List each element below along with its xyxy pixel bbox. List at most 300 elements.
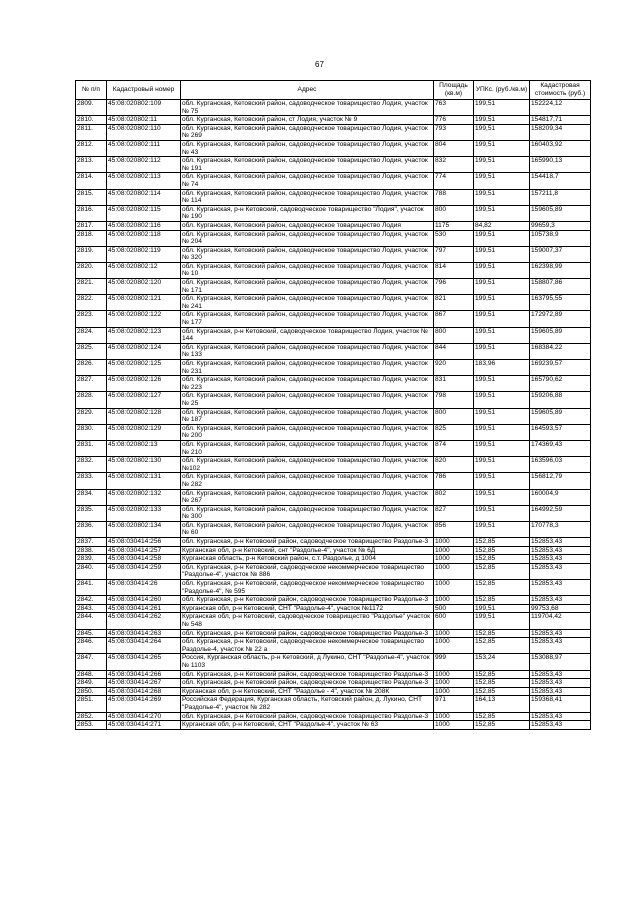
table-row — [76, 596, 591, 605]
row-number-cell: 2822. — [76, 295, 107, 311]
row-number-cell: 2825. — [76, 343, 107, 359]
cadastral-value-cell: 105738,9 — [530, 230, 591, 246]
area-cell: 800 — [434, 327, 474, 343]
row-number-cell: 2812. — [76, 140, 107, 156]
cadastral-number-cell: 45:08:020802:132 — [107, 489, 181, 505]
table-row — [76, 262, 591, 278]
area-cell: 820 — [434, 457, 474, 473]
cadastral-value-cell: 154418,7 — [530, 173, 591, 189]
row-number-cell: 2824. — [76, 327, 107, 343]
header-no: № п/п — [76, 81, 107, 100]
upks-cell: 152,85 — [474, 687, 530, 696]
row-number-cell: 2811. — [76, 124, 107, 140]
row-number-cell: 2817. — [76, 221, 107, 230]
address-cell: обл. Курганская, Кетовский район, садоводческое товарищество Лодия, участок № 210 — [181, 440, 434, 456]
upks-cell: 152,85 — [474, 546, 530, 555]
table-row — [76, 408, 591, 424]
address-cell: обл. Курганская, р-н Кетовский, садоводческое некоммерческое товарищество Раздолье-4, участок № 22 а — [181, 638, 434, 654]
address-cell: обл. Курганская, Кетовский район, садоводческое товарищество Лодия, участок № 191 — [181, 157, 434, 173]
table-row — [76, 124, 591, 140]
table-row — [76, 505, 591, 521]
upks-cell: 199,51 — [474, 279, 530, 295]
row-number-cell: 2848. — [76, 670, 107, 679]
cadastral-number-cell: 45:08:030414:267 — [107, 679, 181, 688]
cadastral-number-cell: 45:08:030414:270 — [107, 712, 181, 721]
row-number-cell: 2847. — [76, 654, 107, 670]
header-cadastral-value: Кадастровая стоимость (руб.) — [530, 81, 591, 100]
upks-cell: 199,51 — [474, 311, 530, 327]
cadastral-value-cell: 159206,88 — [530, 392, 591, 408]
area-cell: 971 — [434, 696, 474, 712]
row-number-cell: 2821. — [76, 279, 107, 295]
cadastral-number-cell: 45:08:020802:123 — [107, 327, 181, 343]
table-row — [76, 712, 591, 721]
cadastral-value-cell: 152853,43 — [530, 538, 591, 547]
upks-cell: 199,51 — [474, 173, 530, 189]
table-row — [76, 189, 591, 205]
area-cell: 800 — [434, 408, 474, 424]
address-cell: обл. Курганская, Кетовский район, садоводческое товарищество Лодия, участок № 171 — [181, 279, 434, 295]
table-row — [76, 687, 591, 696]
address-cell: обл. Курганская, р-н Кетовский, садоводческое некоммерческое товарищество "Раздолье-4", участок № 886 — [181, 563, 434, 579]
address-cell: обл. Курганская, Кетовский район, садоводческое товарищество Лодия, участок №102 — [181, 457, 434, 473]
cadastral-value-cell: 159007,37 — [530, 246, 591, 262]
upks-cell: 199,51 — [474, 489, 530, 505]
address-cell: обл. Курганская, Кетовский район, садоводческое товарищество Лодия, участок № 25 — [181, 392, 434, 408]
area-cell: 1000 — [434, 670, 474, 679]
table-row — [76, 604, 591, 613]
table-header-row — [76, 81, 591, 100]
cadastral-number-cell: 45:08:030414:261 — [107, 604, 181, 613]
upks-cell: 199,51 — [474, 262, 530, 278]
cadastral-value-cell: 168384,22 — [530, 343, 591, 359]
address-cell: обл. Курганская, Кетовский район, ст Лодия, участок № 9 — [181, 116, 434, 125]
table-row — [76, 221, 591, 230]
address-cell: обл. Курганская, Кетовский район, садоводческое товарищество Лодия, участок № 241 — [181, 295, 434, 311]
upks-cell: 152,85 — [474, 538, 530, 547]
cadastral-value-cell: 164992,59 — [530, 505, 591, 521]
upks-cell: 199,51 — [474, 100, 530, 116]
cadastral-value-cell: 172972,89 — [530, 311, 591, 327]
upks-cell: 199,51 — [474, 140, 530, 156]
table-row — [76, 629, 591, 638]
table-row — [76, 521, 591, 537]
cadastral-value-cell: 160403,92 — [530, 140, 591, 156]
row-number-cell: 2832. — [76, 457, 107, 473]
area-cell: 867 — [434, 311, 474, 327]
table-row — [76, 670, 591, 679]
row-number-cell: 2845. — [76, 629, 107, 638]
cadastral-value-cell: 152853,43 — [530, 563, 591, 579]
page-number: 67 — [315, 60, 324, 69]
upks-cell: 152,85 — [474, 721, 530, 730]
area-cell: 530 — [434, 230, 474, 246]
row-number-cell: 2836. — [76, 521, 107, 537]
cadastral-number-cell: 45:08:020802:11 — [107, 116, 181, 125]
area-cell: 1000 — [434, 679, 474, 688]
cadastral-number-cell: 45:08:030414:256 — [107, 538, 181, 547]
row-number-cell: 2843. — [76, 604, 107, 613]
upks-cell: 199,51 — [474, 408, 530, 424]
cadastral-value-cell: 152224,12 — [530, 100, 591, 116]
cadastral-value-cell: 158209,34 — [530, 124, 591, 140]
row-number-cell: 2839. — [76, 555, 107, 564]
area-cell: 788 — [434, 189, 474, 205]
table-row — [76, 555, 591, 564]
cadastral-number-cell: 45:08:020802:130 — [107, 457, 181, 473]
cadastral-number-cell: 45:08:020802:128 — [107, 408, 181, 424]
upks-cell: 199,51 — [474, 295, 530, 311]
area-cell: 832 — [434, 157, 474, 173]
address-cell: обл. Курганская, Кетовский район, садоводческое товарищество Лодия, участок № 43 — [181, 140, 434, 156]
cadastral-number-cell: 45:08:020802:134 — [107, 521, 181, 537]
row-number-cell: 2850. — [76, 687, 107, 696]
address-cell: обл. Курганская, р-н Кетовский, садоводческое товарищество Лодия, участок № 144 — [181, 327, 434, 343]
address-cell: обл. Курганская, р-н Кетовский район, садоводческое товарищество Раздолье-3 — [181, 670, 434, 679]
cadastral-number-cell: 45:08:030414:258 — [107, 555, 181, 564]
cadastral-value-cell: 162398,99 — [530, 262, 591, 278]
cadastral-number-cell: 45:08:020802:111 — [107, 140, 181, 156]
header-area: Площадь (кв.м) — [434, 81, 474, 100]
address-cell: обл. Курганская, Кетовский район, садоводческое товарищество Лодия, участок № 177 — [181, 311, 434, 327]
cadastral-number-cell: 45:08:020802:113 — [107, 173, 181, 189]
table-row — [76, 230, 591, 246]
address-cell: Курганская обл, р-н Кетовский, СНТ "Раздолье-4", участок №1172 — [181, 604, 434, 613]
cadastral-number-cell: 45:08:020802:112 — [107, 157, 181, 173]
upks-cell: 199,51 — [474, 424, 530, 440]
table-row — [76, 279, 591, 295]
table-row — [76, 205, 591, 221]
row-number-cell: 2828. — [76, 392, 107, 408]
upks-cell: 152,85 — [474, 712, 530, 721]
table-row — [76, 546, 591, 555]
upks-cell: 199,51 — [474, 189, 530, 205]
address-cell: обл. Курганская, Кетовский район, садоводческое товарищество Лодия, участок № 200 — [181, 424, 434, 440]
cadastral-number-cell: 45:08:030414:271 — [107, 721, 181, 730]
table-row — [76, 654, 591, 670]
table-row — [76, 440, 591, 456]
upks-cell: 199,51 — [474, 246, 530, 262]
row-number-cell: 2823. — [76, 311, 107, 327]
row-number-cell: 2835. — [76, 505, 107, 521]
table-row — [76, 327, 591, 343]
row-number-cell: 2815. — [76, 189, 107, 205]
area-cell: 1000 — [434, 596, 474, 605]
area-cell: 1000 — [434, 712, 474, 721]
table-row — [76, 721, 591, 730]
cadastral-value-cell: 152853,43 — [530, 712, 591, 721]
row-number-cell: 2853. — [76, 721, 107, 730]
row-number-cell: 2840. — [76, 563, 107, 579]
area-cell: 804 — [434, 140, 474, 156]
address-cell: обл. Курганская, Кетовский район, садоводческое товарищество Лодия, участок № 74 — [181, 173, 434, 189]
cadastral-value-cell: 165790,62 — [530, 376, 591, 392]
address-cell: Курганская обл, р-н Кетовский, СНТ "Раздолье - 4", участок № 208К — [181, 687, 434, 696]
area-cell: 796 — [434, 279, 474, 295]
row-number-cell: 2816. — [76, 205, 107, 221]
address-cell: обл. Курганская, Кетовский район, садоводческое товарищество Лодия, участок № 300 — [181, 505, 434, 521]
upks-cell: 199,51 — [474, 343, 530, 359]
row-number-cell: 2852. — [76, 712, 107, 721]
upks-cell: 199,51 — [474, 457, 530, 473]
cadastral-number-cell: 45:08:020802:129 — [107, 424, 181, 440]
cadastral-number-cell: 45:08:020802:12 — [107, 262, 181, 278]
table-row — [76, 173, 591, 189]
upks-cell: 199,51 — [474, 604, 530, 613]
cadastral-value-cell: 174369,43 — [530, 440, 591, 456]
header-cadastral-number: Кадастровый номер — [107, 81, 181, 100]
address-cell: обл. Курганская, Кетовский район, садоводческое товарищество Лодия, участок № 282 — [181, 473, 434, 489]
area-cell: 600 — [434, 613, 474, 629]
row-number-cell: 2813. — [76, 157, 107, 173]
upks-cell: 152,85 — [474, 629, 530, 638]
area-cell: 786 — [434, 473, 474, 489]
table-row — [76, 457, 591, 473]
table-row — [76, 538, 591, 547]
address-cell: обл. Курганская, Кетовский район, садоводческое товарищество Лодия, участок № 114 — [181, 189, 434, 205]
cadastral-number-cell: 45:08:030414:26 — [107, 580, 181, 596]
upks-cell: 199,51 — [474, 230, 530, 246]
upks-cell: 199,51 — [474, 521, 530, 537]
cadastral-value-cell: 152853,43 — [530, 687, 591, 696]
cadastral-number-cell: 45:08:030414:260 — [107, 596, 181, 605]
area-cell: 802 — [434, 489, 474, 505]
area-cell: 1000 — [434, 629, 474, 638]
upks-cell: 152,85 — [474, 638, 530, 654]
table-row — [76, 376, 591, 392]
address-cell: обл. Курганская, р-н Кетовский, садоводческое некоммерческое товарищество "Раздолье-4", № 595 — [181, 580, 434, 596]
upks-cell: 199,51 — [474, 392, 530, 408]
area-cell: 797 — [434, 246, 474, 262]
cadastral-value-cell: 152853,43 — [530, 721, 591, 730]
row-number-cell: 2851. — [76, 696, 107, 712]
area-cell: 1000 — [434, 538, 474, 547]
cadastral-number-cell: 45:08:020802:119 — [107, 246, 181, 262]
address-cell: Курганская обл, р-н Кетовский, садоводческое товарищество "Раздолье" участок № 548 — [181, 613, 434, 629]
cadastral-value-cell: 99659,3 — [530, 221, 591, 230]
cadastral-number-cell: 45:08:030414:269 — [107, 696, 181, 712]
upks-cell: 199,51 — [474, 440, 530, 456]
area-cell: 821 — [434, 295, 474, 311]
cadastral-value-cell: 154817,71 — [530, 116, 591, 125]
area-cell: 793 — [434, 124, 474, 140]
cadastral-value-cell: 159605,89 — [530, 408, 591, 424]
cadastral-number-cell: 45:08:020802:114 — [107, 189, 181, 205]
row-number-cell: 2837. — [76, 538, 107, 547]
address-cell: Курганская область, р-н Кетовский район, с.т. Раздолье, д 1004 — [181, 555, 434, 564]
address-cell: обл. Курганская, р-н Кетовский район, садоводческое товарищество Раздолье-3 — [181, 538, 434, 547]
upks-cell: 152,85 — [474, 679, 530, 688]
table-row — [76, 295, 591, 311]
row-number-cell: 2844. — [76, 613, 107, 629]
cadastral-number-cell: 45:08:020802:133 — [107, 505, 181, 521]
address-cell: обл. Курганская, Кетовский район, садоводческое товарищество Лодия, участок № 187 — [181, 408, 434, 424]
cadastral-value-cell: 159605,89 — [530, 327, 591, 343]
cadastral-number-cell: 45:08:020802:13 — [107, 440, 181, 456]
cadastral-value-cell: 152853,43 — [530, 596, 591, 605]
cadastral-value-cell: 163795,55 — [530, 295, 591, 311]
table-row — [76, 246, 591, 262]
area-cell: 1000 — [434, 638, 474, 654]
row-number-cell: 2846. — [76, 638, 107, 654]
address-cell: обл. Курганская, Кетовский район, садоводческое товарищество Лодия, участок № 231 — [181, 360, 434, 376]
upks-cell: 164,13 — [474, 696, 530, 712]
row-number-cell: 2827. — [76, 376, 107, 392]
address-cell: обл. Курганская, Кетовский район, садоводческое товарищество Лодия, участок № 320 — [181, 246, 434, 262]
row-number-cell: 2829. — [76, 408, 107, 424]
row-number-cell: 2838. — [76, 546, 107, 555]
cadastral-value-cell: 157211,8 — [530, 189, 591, 205]
cadastral-number-cell: 45:08:020802:109 — [107, 100, 181, 116]
address-cell: Россия, Курганская область, р-н Кетовский, д Лукино, СНТ "Раздолье-4", участок № 1103 — [181, 654, 434, 670]
cadastral-value-cell: 152853,43 — [530, 670, 591, 679]
row-number-cell: 2814. — [76, 173, 107, 189]
cadastral-value-cell: 119704,42 — [530, 613, 591, 629]
cadastral-value-cell: 160004,9 — [530, 489, 591, 505]
table-row — [76, 343, 591, 359]
row-number-cell: 2810. — [76, 116, 107, 125]
cadastral-number-cell: 45:08:030414:262 — [107, 613, 181, 629]
upks-cell: 84,82 — [474, 221, 530, 230]
cadastral-number-cell: 45:08:020802:120 — [107, 279, 181, 295]
cadastral-number-cell: 45:08:020802:125 — [107, 360, 181, 376]
cadastral-number-cell: 45:08:020802:131 — [107, 473, 181, 489]
area-cell: 831 — [434, 376, 474, 392]
row-number-cell: 2818. — [76, 230, 107, 246]
address-cell: Курганская обл, р-н Кетовский, СНТ "Раздолье-4", участок № 63 — [181, 721, 434, 730]
row-number-cell: 2842. — [76, 596, 107, 605]
area-cell: 844 — [434, 343, 474, 359]
address-cell: обл. Курганская, Кетовский район, садоводческое товарищество Лодия, участок № 60 — [181, 521, 434, 537]
address-cell: обл. Курганская, р-н Кетовский район, садоводческое товарищество Раздолье-3 — [181, 679, 434, 688]
row-number-cell: 2830. — [76, 424, 107, 440]
area-cell: 1000 — [434, 721, 474, 730]
row-number-cell: 2820. — [76, 262, 107, 278]
table-row — [76, 100, 591, 116]
upks-cell: 199,51 — [474, 376, 530, 392]
area-cell: 1175 — [434, 221, 474, 230]
address-cell: обл. Курганская, Кетовский район, садоводческое товарищество Лодия, участок № 75 — [181, 100, 434, 116]
cadastral-number-cell: 45:08:020802:118 — [107, 230, 181, 246]
cadastral-value-cell: 170778,3 — [530, 521, 591, 537]
table-row — [76, 638, 591, 654]
table-row — [76, 696, 591, 712]
cadastral-number-cell: 45:08:020802:116 — [107, 221, 181, 230]
address-cell: обл. Курганская, р-н Кетовский район, садоводческое товарищество Раздолье-3 — [181, 712, 434, 721]
cadastral-value-cell: 99753,68 — [530, 604, 591, 613]
table-row — [76, 311, 591, 327]
row-number-cell: 2849. — [76, 679, 107, 688]
cadastral-number-cell: 45:08:030414:263 — [107, 629, 181, 638]
cadastral-value-cell: 152853,43 — [530, 629, 591, 638]
address-cell: обл. Курганская, р-н Кетовский район, садоводческое товарищество Раздолье-3 — [181, 629, 434, 638]
area-cell: 825 — [434, 424, 474, 440]
table-row — [76, 473, 591, 489]
cadastral-table — [75, 80, 591, 730]
row-number-cell: 2831. — [76, 440, 107, 456]
upks-cell: 199,51 — [474, 613, 530, 629]
cadastral-number-cell: 45:08:030414:264 — [107, 638, 181, 654]
upks-cell: 152,85 — [474, 555, 530, 564]
address-cell: обл. Курганская, Кетовский район, садоводческое товарищество Лодия, участок № 267 — [181, 489, 434, 505]
upks-cell: 199,51 — [474, 157, 530, 173]
cadastral-value-cell: 152853,43 — [530, 580, 591, 596]
area-cell: 827 — [434, 505, 474, 521]
table-row — [76, 613, 591, 629]
area-cell: 1000 — [434, 687, 474, 696]
cadastral-number-cell: 45:08:030414:265 — [107, 654, 181, 670]
table-row — [76, 157, 591, 173]
upks-cell: 183,96 — [474, 360, 530, 376]
header-address: Адрес — [181, 81, 434, 100]
table-row — [76, 679, 591, 688]
cadastral-value-cell: 152853,43 — [530, 555, 591, 564]
address-cell: обл. Курганская, р-н Кетовский, садоводческое товарищество "Лодия", участок № 190 — [181, 205, 434, 221]
cadastral-value-cell: 152853,43 — [530, 679, 591, 688]
table-row — [76, 424, 591, 440]
address-cell: Курганская обл, р-н Кетовский, снт "Раздолье-4", участок № 6Д — [181, 546, 434, 555]
area-cell: 800 — [434, 205, 474, 221]
cadastral-value-cell: 163596,03 — [530, 457, 591, 473]
cadastral-number-cell: 45:08:020802:115 — [107, 205, 181, 221]
area-cell: 856 — [434, 521, 474, 537]
cadastral-number-cell: 45:08:030414:259 — [107, 563, 181, 579]
address-cell: обл. Курганская, р-н Кетовский район, садоводческое товарищество Раздолье-3 — [181, 596, 434, 605]
cadastral-value-cell: 169239,57 — [530, 360, 591, 376]
table-row — [76, 140, 591, 156]
cadastral-number-cell: 45:08:020802:124 — [107, 343, 181, 359]
table-row — [76, 563, 591, 579]
table-row — [76, 489, 591, 505]
upks-cell: 199,51 — [474, 116, 530, 125]
area-cell: 798 — [434, 392, 474, 408]
cadastral-value-cell: 159605,89 — [530, 205, 591, 221]
address-cell: обл. Курганская, Кетовский район, садоводческое товарищество Лодия, участок № 133 — [181, 343, 434, 359]
cadastral-value-cell: 152853,43 — [530, 638, 591, 654]
cadastral-value-cell: 165990,13 — [530, 157, 591, 173]
address-cell: Российская Федерация, Курганская область, Кетовский район, д. Лукино, СНТ "Раздолье-4", участок № 282 — [181, 696, 434, 712]
address-cell: обл. Курганская, Кетовский район, садоводческое товарищество Лодия, участок № 204 — [181, 230, 434, 246]
cadastral-value-cell: 164593,57 — [530, 424, 591, 440]
cadastral-number-cell: 45:08:020802:127 — [107, 392, 181, 408]
header-upks: УПКс. (руб./кв.м) — [474, 81, 530, 100]
area-cell: 999 — [434, 654, 474, 670]
upks-cell: 199,51 — [474, 505, 530, 521]
upks-cell: 199,51 — [474, 124, 530, 140]
area-cell: 1000 — [434, 580, 474, 596]
cadastral-value-cell: 158807,86 — [530, 279, 591, 295]
row-number-cell: 2819. — [76, 246, 107, 262]
area-cell: 1000 — [434, 555, 474, 564]
area-cell: 774 — [434, 173, 474, 189]
area-cell: 1000 — [434, 563, 474, 579]
cadastral-number-cell: 45:08:030414:268 — [107, 687, 181, 696]
cadastral-value-cell: 152853,43 — [530, 546, 591, 555]
row-number-cell: 2834. — [76, 489, 107, 505]
table-row — [76, 116, 591, 125]
table-row — [76, 580, 591, 596]
cadastral-value-cell: 159368,41 — [530, 696, 591, 712]
area-cell: 763 — [434, 100, 474, 116]
table-row — [76, 360, 591, 376]
cadastral-number-cell: 45:08:030414:266 — [107, 670, 181, 679]
address-cell: обл. Курганская, Кетовский район, садоводческое товарищество Лодия, участок № 10 — [181, 262, 434, 278]
table-row — [76, 392, 591, 408]
cadastral-value-cell: 153088,97 — [530, 654, 591, 670]
upks-cell: 152,85 — [474, 580, 530, 596]
row-number-cell: 2826. — [76, 360, 107, 376]
cadastral-number-cell: 45:08:020802:122 — [107, 311, 181, 327]
